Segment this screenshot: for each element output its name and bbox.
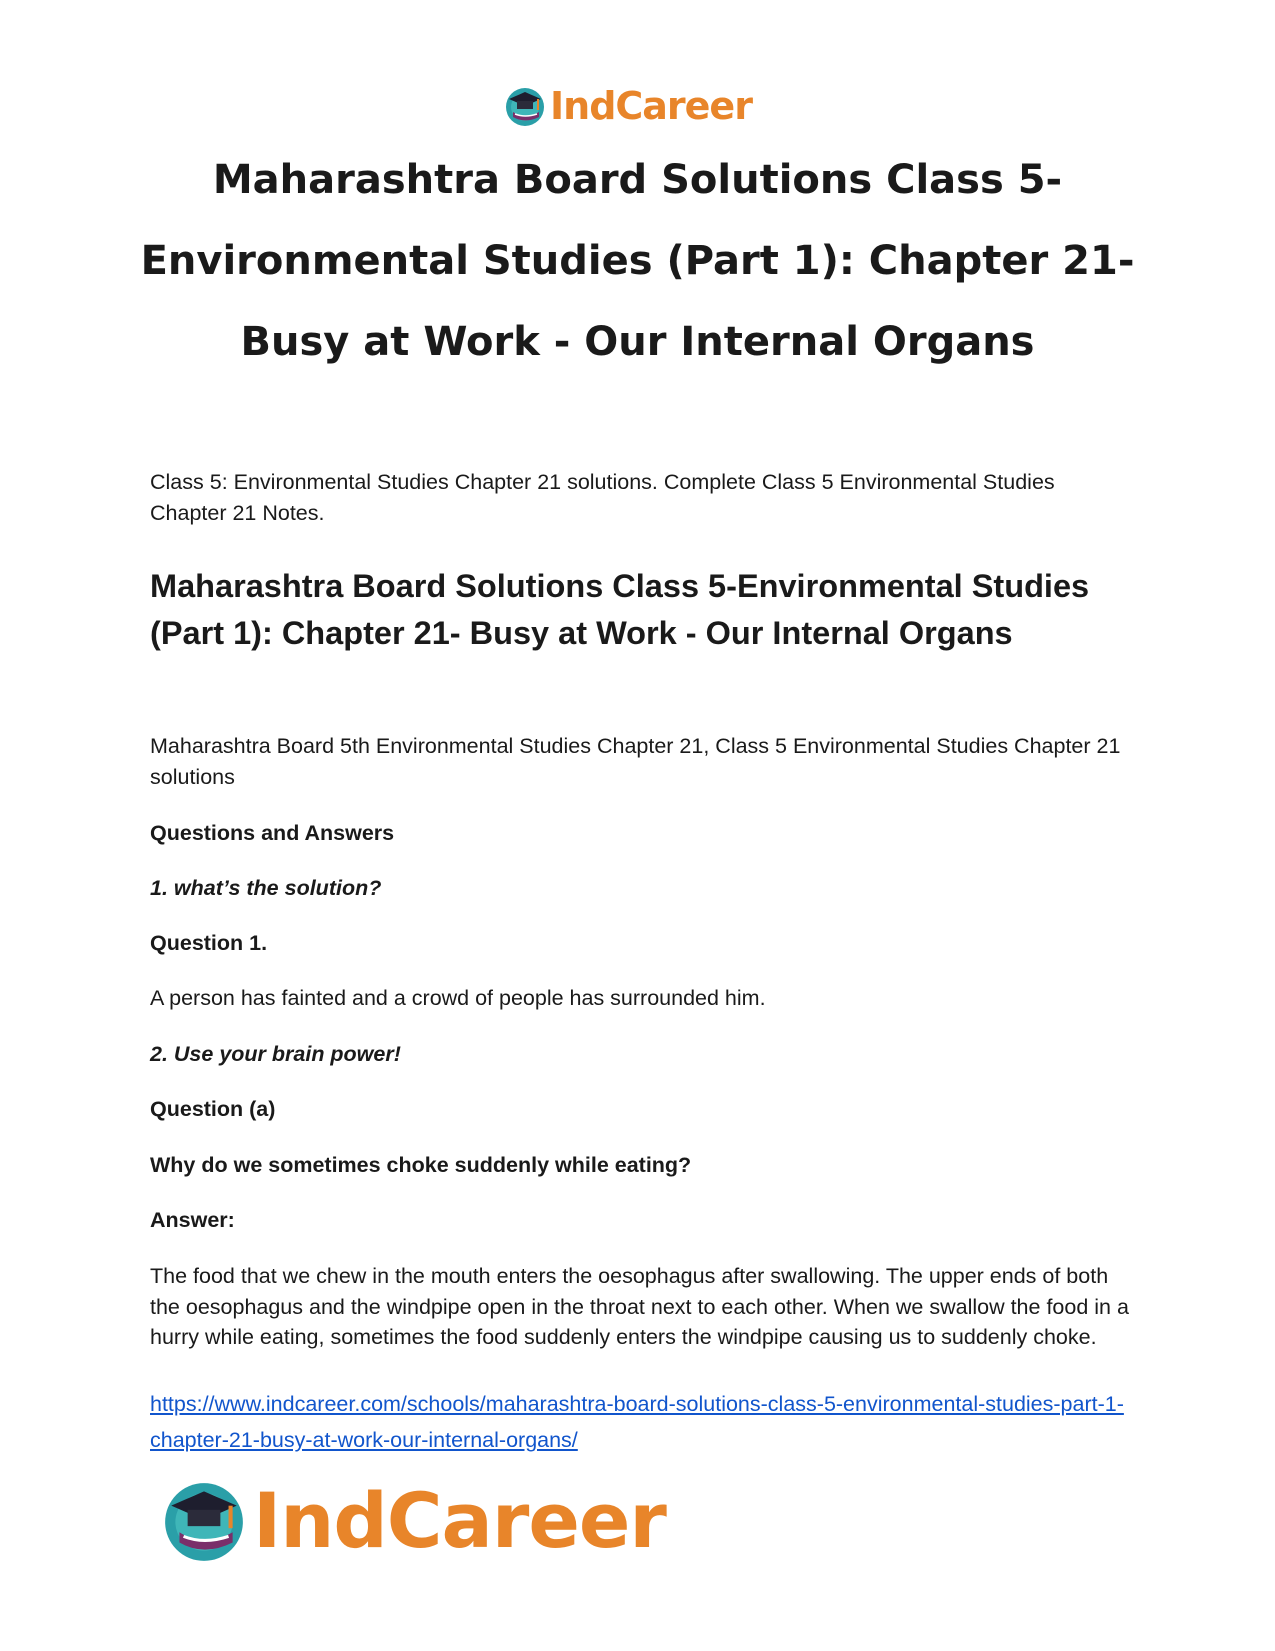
- question-1-label: Question 1.: [150, 931, 268, 955]
- intro-paragraph: Class 5: Environmental Studies Chapter 21 solutions. Complete Class 5 Environmental Studies Chapter 21 Notes.: [150, 470, 1055, 525]
- source-link[interactable]: https://www.indcareer.com/schools/maharashtra-board-solutions-class-5-environmental-studies-part-1-chapter-21-busy-at-work-our-internal-organs/: [150, 1392, 1124, 1452]
- logo-text: IndCareer: [253, 1475, 666, 1565]
- globe-graduation-icon: [503, 84, 547, 128]
- section-2-heading: 2. Use your brain power!: [150, 1042, 401, 1066]
- question-a-text: Why do we sometimes choke suddenly while eating?: [150, 1153, 692, 1177]
- globe-graduation-icon: [159, 1475, 249, 1565]
- logo-text: IndCareer: [550, 84, 752, 128]
- section-heading: Maharashtra Board Solutions Class 5-Environmental Studies (Part 1): Chapter 21- Busy at Work - Our Internal Organs: [150, 568, 1090, 651]
- answer-label: Answer:: [150, 1208, 235, 1232]
- answer-text: The food that we chew in the mouth enters the oesophagus after swallowing. The upper ends of both the oesophagus and the windpipe open in the throat next to each other. When we swallow the food in a hurry while eating, sometimes the food suddenly enters the windpipe causing us to suddenly choke.: [150, 1264, 1129, 1349]
- indcareer-logo-bottom: [159, 1465, 666, 1575]
- question-1-text: A person has fainted and a crowd of people has surrounded him.: [150, 986, 766, 1010]
- qa-heading: Questions and Answers: [150, 821, 395, 845]
- indcareer-logo-top: [503, 78, 752, 134]
- section-1-heading: 1. what’s the solution?: [150, 876, 382, 900]
- page-title: Maharashtra Board Solutions Class 5-Environmental Studies (Part 1): Chapter 21- Busy at Work - Our Internal Organs: [140, 157, 1135, 365]
- subintro-paragraph: Maharashtra Board 5th Environmental Studies Chapter 21, Class 5 Environmental Studies Chapter 21 solutions: [150, 734, 1121, 789]
- question-a-label: Question (a): [150, 1097, 276, 1121]
